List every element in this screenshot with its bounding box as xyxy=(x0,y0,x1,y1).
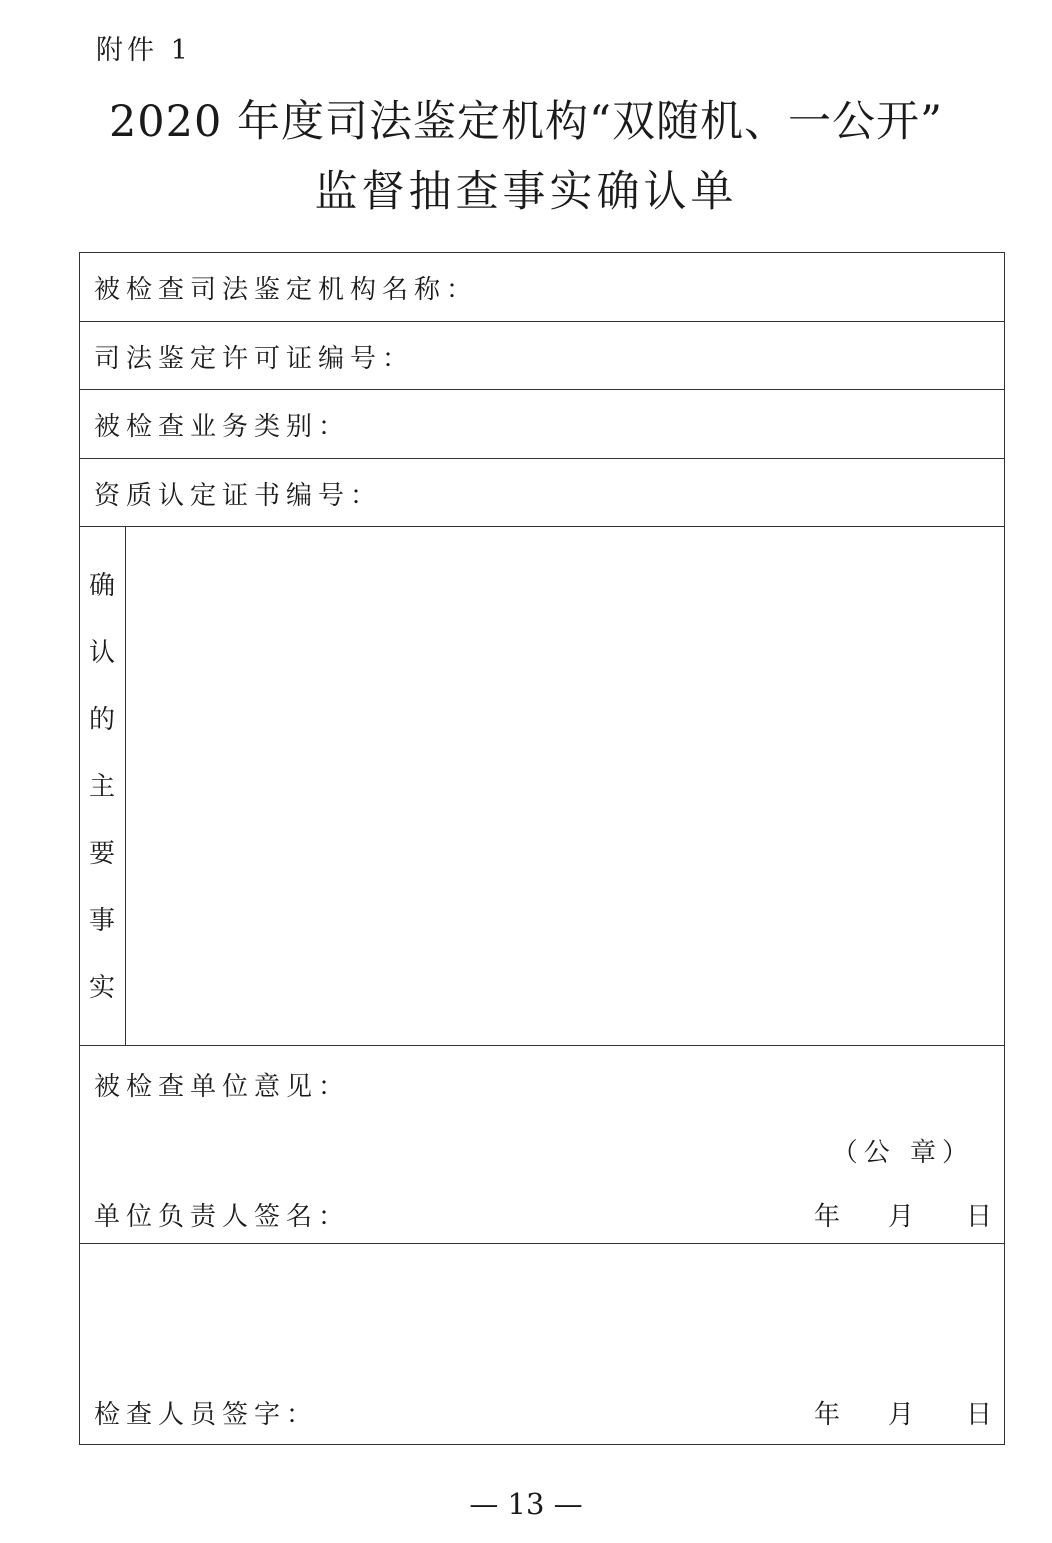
institution-name-row[interactable] xyxy=(80,253,1004,322)
institution-name-label: 被检查司法鉴定机构名称： xyxy=(94,275,479,305)
date-day-label: 日 xyxy=(966,1400,993,1430)
attachment-label: 附件 1 xyxy=(96,35,192,66)
date-year-label: 年 xyxy=(814,1202,841,1232)
page-number: — 13 — xyxy=(469,1487,583,1521)
document-title-line1: 2020 年度司法鉴定机构“双随机、一公开” xyxy=(108,97,944,147)
business-category-label: 被检查业务类别： xyxy=(94,412,351,442)
main-facts-content-area[interactable] xyxy=(126,527,1004,1045)
inspector-sign-label: 检查人员签字： xyxy=(94,1400,319,1430)
facts-label-char: 主 xyxy=(88,772,115,802)
inspector-sign-row[interactable] xyxy=(80,1244,1004,1444)
license-number-label: 司法鉴定许可证编号： xyxy=(94,344,415,374)
document-title-line2: 监督抽查事实确认单 xyxy=(314,167,738,217)
facts-label-char: 认 xyxy=(88,638,115,668)
qualification-cert-row[interactable] xyxy=(80,459,1004,527)
unit-leader-sign-label: 单位负责人签名： xyxy=(94,1202,351,1232)
date-month-label: 月 xyxy=(888,1400,915,1430)
facts-label-char: 的 xyxy=(88,705,115,735)
unit-opinion-label: 被检查单位意见： xyxy=(94,1072,351,1102)
date-year-label: 年 xyxy=(814,1400,841,1430)
facts-label-char: 确 xyxy=(88,571,115,601)
date-day-label: 日 xyxy=(966,1202,993,1232)
unit-opinion-row[interactable] xyxy=(80,1046,1004,1244)
date-month-label: 月 xyxy=(888,1202,915,1232)
official-seal-label: （公 章） xyxy=(831,1138,974,1168)
facts-label-char: 要 xyxy=(88,839,115,869)
main-facts-row xyxy=(80,527,1004,1046)
facts-label-char: 实 xyxy=(88,973,115,1003)
facts-label-char: 事 xyxy=(88,906,115,936)
license-number-row[interactable] xyxy=(80,322,1004,390)
qualification-cert-label: 资质认定证书编号： xyxy=(94,481,383,511)
confirmation-form-table xyxy=(79,252,1005,1445)
main-facts-vertical-label xyxy=(80,527,126,1045)
business-category-row[interactable] xyxy=(80,390,1004,459)
